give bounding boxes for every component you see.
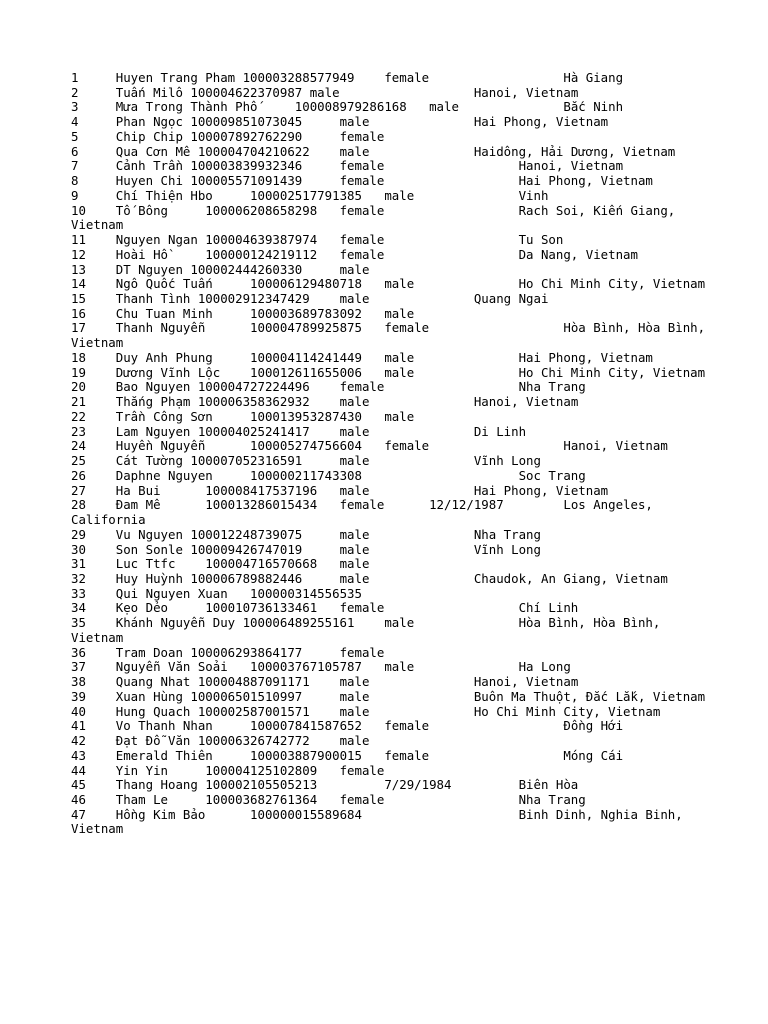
record-line: 4 Phan Ngọc 100009851073045 male Hai Phong, Vietnam (71, 114, 609, 130)
record-line: 12 Hoài Hồ 100000124219112 female Da Nang, Vietnam (71, 246, 638, 262)
record-line: 19 Dương Vĩnh Lộc 100012611655006 male Ho Chi Minh City, Vietnam (71, 364, 706, 380)
record-line: 15 Thanh Tình 100002912347429 male Quang Ngai (71, 291, 549, 307)
record-line: 40 Hung Quach 100002587001571 male Ho Chi Minh City, Vietnam (71, 703, 661, 719)
record-line: 30 Son Sonle 100009426747019 male Vĩnh Long (71, 541, 541, 557)
record-line: 29 Vu Nguyen 100012248739075 male Nha Trang (71, 526, 541, 542)
record-line: 35 Khánh Nguyễn Duy 100006489255161 male Hòa Bình, Hòa Bình, Vietnam (71, 615, 668, 645)
record-line: 42 Đạt Đỗ Văn 100006326742772 male (71, 733, 370, 749)
record-line: 8 Huyen Chi 100005571091439 female Hai Phong, Vietnam (71, 173, 653, 189)
record-line: 36 Tram Doan 100006293864177 female (71, 644, 385, 660)
record-line: 9 Chí Thiện Hbo 100002517791385 male Vinh (71, 187, 549, 203)
record-line: 46 Tham Le 100003682761364 female Nha Trang (71, 791, 586, 807)
record-line: 38 Quang Nhat 100004887091171 male Hanoi, Vietnam (71, 674, 579, 690)
record-line: 22 Trần Công Sơn 100013953287430 male (71, 408, 415, 424)
record-line: 32 Huy Huỳnh 100006789882446 male Chaudok, An Giang, Vietnam (71, 570, 668, 586)
record-list (71, 71, 711, 837)
record-line: 17 Thanh Nguyễn 100004789925875 female Hòa Bình, Hòa Bình, Vietnam (71, 320, 713, 351)
record-line: 18 Duy Anh Phung 100004114241449 male Hai Phong, Vietnam (71, 349, 653, 365)
record-line: 41 Vo Thanh Nhan 100007841587652 female Đồng Hới (71, 718, 624, 734)
record-line: 37 Nguyễn Văn Soải 100003767105787 male Ha Long (71, 659, 571, 675)
record-line: 2 Tuấn Milô 100004622370987 male Hanoi, Vietnam (71, 84, 579, 100)
record-line: 14 Ngô Quốc Tuấn 100006129480718 male Ho Chi Minh City, Vietnam (71, 276, 706, 292)
record-line: 45 Thang Hoang 100002105505213 7/29/1984 Biên Hòa (71, 777, 579, 793)
record-line: 31 Luc Ttfc 100004716570668 male (71, 556, 370, 572)
record-line: 34 Kẹo Dẻo 100010736133461 female Chí Linh (71, 600, 579, 616)
record-line: 47 Hồng Kim Bảo 100000015589684 Binh Dinh, Nghia Binh, Vietnam (71, 806, 691, 837)
record-line: 20 Bao Nguyen 100004727224496 female Nha Trang (71, 379, 586, 395)
record-line: 16 Chu Tuan Minh 100003689783092 male (71, 305, 415, 321)
record-line: 7 Cảnh Trần 100003839932346 female Hanoi, Vietnam (71, 158, 624, 174)
record-line: 27 Ha Bui 100008417537196 male Hai Phong, Vietnam (71, 482, 609, 498)
record-line: 6 Qua Cơn Mê 100004704210622 male Haidông, Hải Dương, Vietnam (71, 143, 676, 159)
record-line: 33 Qui Nguyen Xuan 100000314556535 (71, 585, 362, 601)
record-line: 13 DT Nguyen 100002444260330 male (71, 261, 370, 277)
record-line: 21 Thắng Phạm 100006358362932 male Hanoi, Vietnam (71, 394, 579, 410)
record-line: 39 Xuan Hùng 100006501510997 male Buôn Ma Thuột, Đắc Lắk, Vietnam (71, 688, 706, 704)
record-line: 11 Nguyen Ngan 100004639387974 female Tu Son (71, 232, 564, 248)
record-line: 25 Cát Tường 100007052316591 male Vĩnh Long (71, 453, 541, 469)
record-line: 43 Emerald Thiên 100003887900015 female Móng Cái (71, 747, 624, 763)
record-line: 10 Tố Bông 100006208658298 female Rach Soi, Kiến Giang, Vietnam (71, 202, 683, 233)
record-line: 26 Daphne Nguyen 100000211743308 Soc Trang (71, 467, 586, 483)
record-line: 23 Lam Nguyen 100004025241417 male Di Linh (71, 423, 527, 439)
record-line: 44 Yin Yin 100004125102809 female (71, 762, 385, 778)
record-line: 5 Chip Chip 100007892762290 female (71, 128, 385, 144)
record-line: 3 Mưa Trong Thành Phố 100008979286168 male Bắc Ninh (71, 99, 624, 115)
record-line: 28 Đam Mê 100013286015434 female 12/12/1987 Los Angeles, California (71, 497, 661, 528)
record-line: 1 Huyen Trang Pham 100003288577949 female Hà Giang (71, 70, 624, 85)
record-line: 24 Huyền Nguyễn 100005274756604 female Hanoi, Vietnam (71, 438, 668, 454)
